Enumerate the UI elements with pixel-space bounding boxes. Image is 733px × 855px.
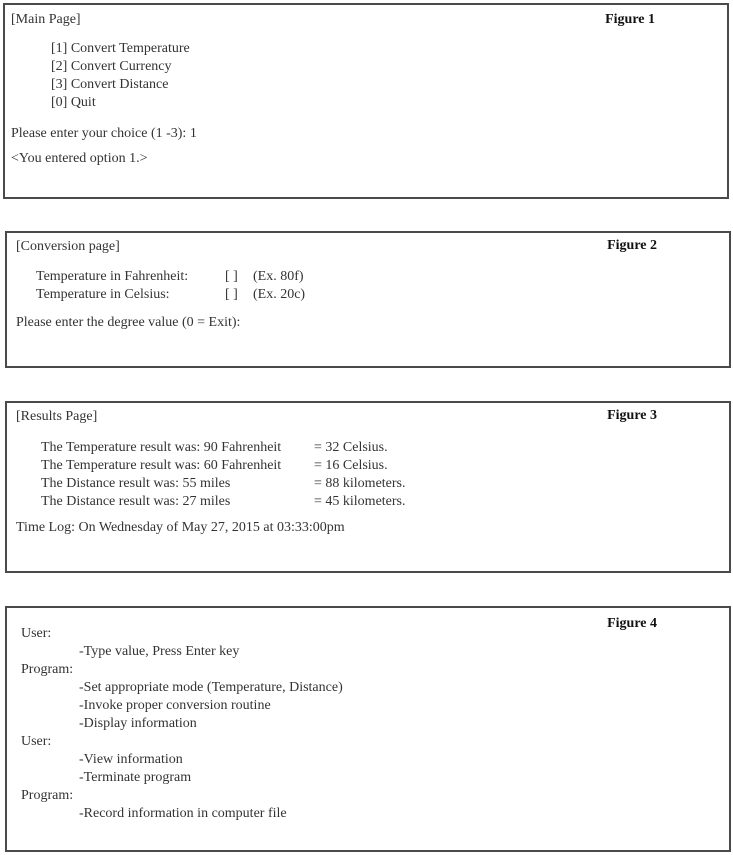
result-row-right: = 88 kilometers. bbox=[314, 476, 406, 491]
menu-item-quit: [0] Quit bbox=[51, 95, 96, 110]
result-row-left: The Temperature result was: 60 Fahrenheit bbox=[41, 458, 282, 473]
figure2-panel bbox=[5, 231, 731, 368]
figure3-header: [Results Page] bbox=[16, 409, 98, 424]
step-item: -Type value, Press Enter key bbox=[79, 644, 240, 659]
figure2-header: [Conversion page] bbox=[16, 239, 120, 254]
figure4-label: Figure 4 bbox=[607, 616, 657, 631]
time-log: Time Log: On Wednesday of May 27, 2015 at 03:33:00pm bbox=[16, 520, 345, 535]
step-item: -Terminate program bbox=[79, 770, 192, 785]
fahrenheit-input-box: [ ] bbox=[225, 269, 238, 284]
figure1-label: Figure 1 bbox=[605, 12, 655, 27]
menu-item-currency: [2] Convert Currency bbox=[51, 59, 172, 74]
step-item: -Record information in computer file bbox=[79, 806, 287, 821]
result-row-left: The Distance result was: 55 miles bbox=[41, 476, 231, 491]
figure3-label: Figure 3 bbox=[607, 408, 657, 423]
celsius-input-box: [ ] bbox=[225, 287, 238, 302]
celsius-example: (Ex. 20c) bbox=[253, 287, 306, 302]
role-label: Program: bbox=[21, 662, 74, 677]
result-row-left: The Temperature result was: 90 Fahrenheit bbox=[41, 440, 282, 455]
result-row-right: = 32 Celsius. bbox=[314, 440, 388, 455]
fahrenheit-example: (Ex. 80f) bbox=[253, 269, 304, 284]
step-item: -View information bbox=[79, 752, 183, 767]
menu-item-temperature: [1] Convert Temperature bbox=[51, 41, 190, 56]
fahrenheit-label: Temperature in Fahrenheit: bbox=[36, 269, 189, 284]
role-label: User: bbox=[21, 734, 52, 749]
role-label: Program: bbox=[21, 788, 74, 803]
figure3-panel bbox=[5, 401, 731, 573]
step-item: -Invoke proper conversion routine bbox=[79, 698, 271, 713]
figure2-label: Figure 2 bbox=[607, 238, 657, 253]
celsius-label: Temperature in Celsius: bbox=[36, 287, 170, 302]
result-row-left: The Distance result was: 27 miles bbox=[41, 494, 231, 509]
figure1-header: [Main Page] bbox=[11, 12, 81, 27]
result-row-right: = 16 Celsius. bbox=[314, 458, 388, 473]
step-item: -Display information bbox=[79, 716, 197, 731]
role-label: User: bbox=[21, 626, 52, 641]
figure4-panel bbox=[5, 606, 731, 852]
result-row-right: = 45 kilometers. bbox=[314, 494, 406, 509]
choice-confirmation: <You entered option 1.> bbox=[11, 151, 148, 166]
step-item: -Set appropriate mode (Temperature, Distance) bbox=[79, 680, 343, 695]
degree-prompt: Please enter the degree value (0 = Exit): bbox=[16, 315, 241, 330]
figure1-panel bbox=[3, 3, 729, 199]
choice-prompt: Please enter your choice (1 -3): 1 bbox=[11, 126, 197, 141]
menu-item-distance: [3] Convert Distance bbox=[51, 77, 169, 92]
